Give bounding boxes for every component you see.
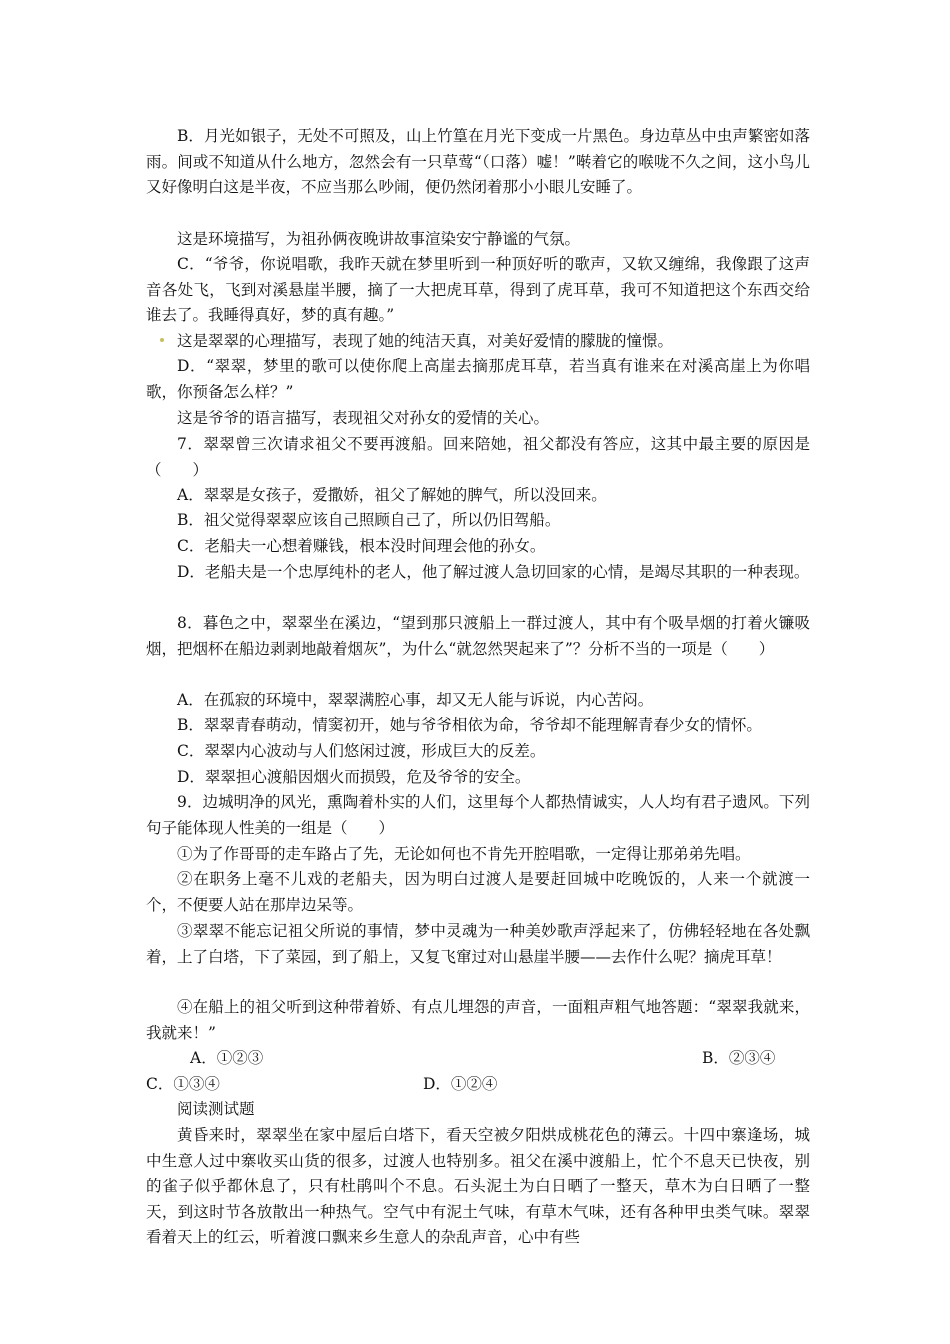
question-7-option-b: B．祖父觉得翠翠应该自己照顾自己了，所以仍旧驾船。	[177, 511, 561, 529]
option-d-comment: 这是爷爷的语言描写，表现祖父对孙女的爱情的关心。	[177, 409, 550, 427]
question-7-option-d: D．老船夫是一个忠厚纯朴的老人，他了解过渡人急切回家的心情，是竭尽其职的一种表现。	[177, 563, 810, 581]
question-9-option-a: A．①②③	[190, 1049, 264, 1067]
option-b-text: B．月光如银子，无处不可照及，山上竹篁在月光下变成一片黑色。身边草丛中虫声繁密如落雨。间或不知道从什么地方，忽然会有一只草莺“（口落）嘘！”啭着它的喉咙不久之间，这小鸟儿又好像明白这是半夜，不应当那么吵闹，便仍然闭着那小小眼儿安睡了。	[146, 127, 810, 197]
question-9-sentence-4: ④在船上的祖父听到这种带着娇、有点儿埋怨的声音，一面粗声粗气地答题：“翠翠我就来，我就来！”	[146, 998, 810, 1042]
option-c-comment: 这是翠翠的心理描写，表现了她的纯洁天真，对美好爱情的朦胧的憧憬。	[177, 332, 674, 350]
question-9: 9．边城明净的风光，熏陶着朴实的人们，这里每个人都热情诚实，人人均有君子遗风。下列句子能体现人性美的一组是（ ）	[146, 793, 810, 837]
option-c-text: C．“爷爷，你说唱歌，我昨天就在梦里听到一种顶好听的歌声，又软又缠绵，我像跟了这声音各处飞，飞到对溪悬崖半腰，摘了一大把虎耳草，得到了虎耳草，我可不知道把这个东西交给谁去了。我睡得真好，梦的真有趣。”	[146, 255, 810, 325]
reading-passage: 黄昏来时，翠翠坐在家中屋后白塔下，看天空被夕阳烘成桃花色的薄云。十四中寨逢场，城中生意人过中寨收买山货的很多，过渡人也特别多。祖父在溪中渡船上，忙个不息天已快夜，别的雀子似乎都休息了，只有杜鹃叫个不息。石头泥土为白日晒了一整天，草木为白日晒了一整天，到这时节各放散出一种热气。空气中有泥土气味，有草木气味，还有各种甲虫类气味。翠翠看着天上的红云，听着渡口飘来乡生意人的杂乱声音，心中有些	[146, 1126, 810, 1247]
question-9-option-b: B．②③④	[702, 1049, 776, 1067]
option-b-comment: 这是环境描写，为祖孙俩夜晚讲故事渲染安宁静谧的气氛。	[177, 230, 581, 248]
question-8-option-d: D．翠翠担心渡船因烟火而损毁，危及爷爷的安全。	[177, 768, 531, 786]
question-7: 7．翠翠曾三次请求祖父不要再渡船。回来陪她，祖父都没有答应，这其中最主要的原因是（ ）	[146, 435, 810, 479]
question-9-sentence-1: ①为了作哥哥的走车路占了先，无论如何也不肯先开腔唱歌，一定得让那弟弟先唱。	[177, 845, 751, 863]
question-8-option-b: B．翠翠青春萌动，情窦初开，她与爷爷相依为命，爷爷却不能理解青春少女的情怀。	[177, 716, 762, 734]
option-d-text: D．“翠翠，梦里的歌可以使你爬上高崖去摘那虎耳草，若当真有谁来在对溪高崖上为你唱歌，你预备怎么样？”	[146, 357, 810, 401]
question-9-option-d: D．①②④	[423, 1075, 498, 1093]
question-8-option-a: A．在孤寂的环境中，翠翠满腔心事，却又无人能与诉说，内心苦闷。	[177, 691, 654, 709]
question-7-option-a: A．翠翠是女孩子，爱撒娇，祖父了解她的脾气，所以没回来。	[177, 486, 607, 504]
reading-section-title: 阅读测试题	[177, 1100, 255, 1118]
question-8-option-c: C．翠翠内心波动与人们悠闲过渡，形成巨大的反差。	[177, 742, 546, 760]
question-9-sentence-3: ③翠翠不能忘记祖父所说的事情，梦中灵魂为一种美妙歌声浮起来了，仿佛轻轻地在各处飘着，上了白塔，下了菜园，到了船上，又复飞窜过对山悬崖半腰——去作什么呢？摘虎耳草！	[146, 922, 810, 966]
question-7-option-c: C．老船夫一心想着赚钱，根本没时间理会他的孙女。	[177, 537, 546, 555]
question-9-option-c: C．①③④	[146, 1075, 220, 1093]
question-8: 8．暮色之中，翠翠坐在溪边，“望到那只渡船上一群过渡人，其中有个吸旱烟的打着火镰吸烟，把烟杯在船边剥剥地敲着烟灰”，为什么“就忽然哭起来了”？分析不当的一项是（ ）	[146, 614, 810, 658]
question-9-sentence-2: ②在职务上毫不儿戏的老船夫，因为明白过渡人是要赶回城中吃晚饭的，人来一个就渡一个，不便要人站在那岸边呆等。	[146, 870, 810, 914]
